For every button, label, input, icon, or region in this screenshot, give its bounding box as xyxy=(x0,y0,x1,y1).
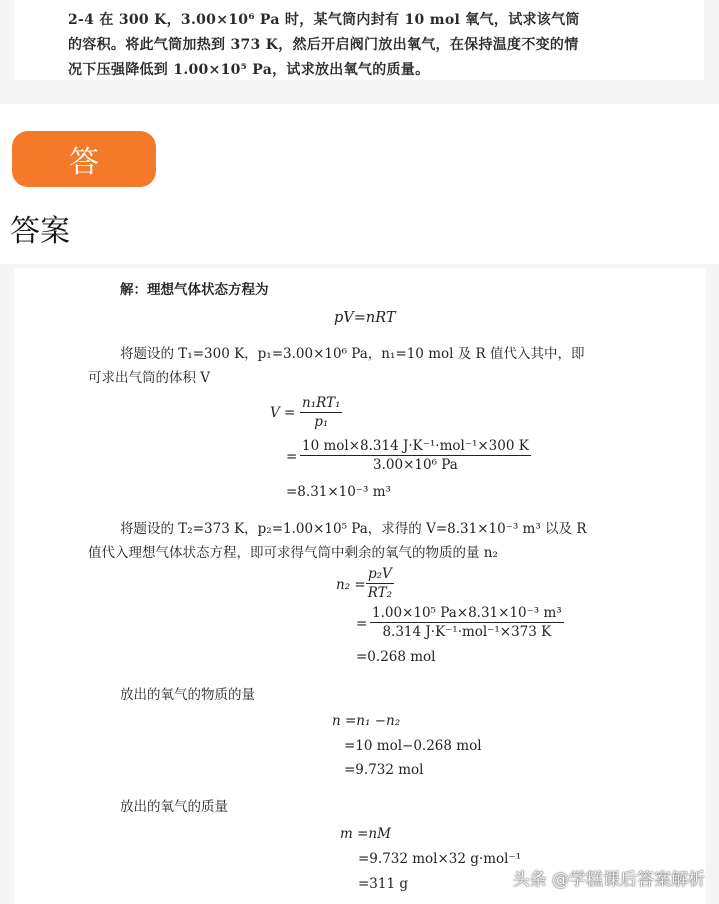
question-line-1: 2-4 在 300 K，3.00×10⁶ Pa 时，某气筒内封有 10 mol 氧气，试求该气筒 xyxy=(68,12,580,28)
volume-equals: = xyxy=(286,449,298,465)
n2-equals: = xyxy=(356,616,368,632)
answer-badge: 答 xyxy=(12,131,156,187)
volume-result: =8.31×10⁻³ m³ xyxy=(286,484,391,500)
question-line-3: 况下压强降低到 1.00×10⁵ Pa，试求放出氧气的质量。 xyxy=(68,62,430,78)
n2-result: =0.268 mol xyxy=(356,649,436,665)
solution-intro: 解：理想气体状态方程为 xyxy=(120,282,269,298)
volume-fraction-numeric xyxy=(300,438,531,473)
released-amount-label: 放出的氧气的物质的量 xyxy=(120,687,255,703)
m-equation-2: =9.732 mol×32 g·mol⁻¹ xyxy=(358,851,521,867)
paragraph-2-line-1: 将题设的 T₂=373 K，p₂=1.00×10⁵ Pa，求得的 V=8.31×10⁻³ m³ 以及 R xyxy=(120,521,587,537)
paragraph-1-line-1: 将题设的 T₁=300 K，p₁=3.00×10⁶ Pa，n₁=10 mol 及 R 值代入其中，即 xyxy=(120,346,585,362)
n2-denominator: RT₂ xyxy=(367,585,393,601)
m-equation-1: m =nM xyxy=(340,826,391,842)
m-equation-3: =311 g xyxy=(358,876,409,892)
paragraph-1-line-2: 可求出气筒的体积 V xyxy=(88,370,211,386)
n2-numerator: p₂V xyxy=(368,566,392,582)
n2-fraction-numeric xyxy=(370,605,564,640)
n-equation-2: =10 mol−0.268 mol xyxy=(344,738,482,754)
question-line-2: 的容积。将此气筒加热到 373 K，然后开启阀门放出氧气，在保持温度不变的情 xyxy=(68,37,579,53)
released-mass-label: 放出的氧气的质量 xyxy=(120,799,228,815)
n-equation-3: =9.732 mol xyxy=(344,762,424,778)
volume-lhs: V = xyxy=(270,405,296,421)
state-equation: pV=nRT xyxy=(334,310,396,326)
paragraph-2-line-2: 值代入理想气体状态方程，即可求得气筒中剩余的氧气的物质的量 n₂ xyxy=(88,545,498,561)
n-equation-1: n =n₁ −n₂ xyxy=(332,713,401,729)
n2-lhs: n₂ = xyxy=(336,577,366,593)
volume-numerator-numeric: 10 mol×8.314 J·K⁻¹·mol⁻¹×300 K xyxy=(302,438,529,454)
volume-fraction xyxy=(300,395,342,430)
n2-denominator-numeric: 8.314 J·K⁻¹·mol⁻¹×373 K xyxy=(382,624,552,640)
watermark: 头条 @学糕课后答案解析 xyxy=(512,870,705,890)
n2-numerator-numeric: 1.00×10⁵ Pa×8.31×10⁻³ m³ xyxy=(372,605,562,621)
volume-denominator: p₁ xyxy=(314,414,329,430)
section-title: 答案 xyxy=(10,214,70,249)
volume-numerator: n₁RT₁ xyxy=(302,395,341,411)
volume-denominator-numeric: 3.00×10⁶ Pa xyxy=(373,457,458,473)
n2-fraction xyxy=(366,566,394,601)
